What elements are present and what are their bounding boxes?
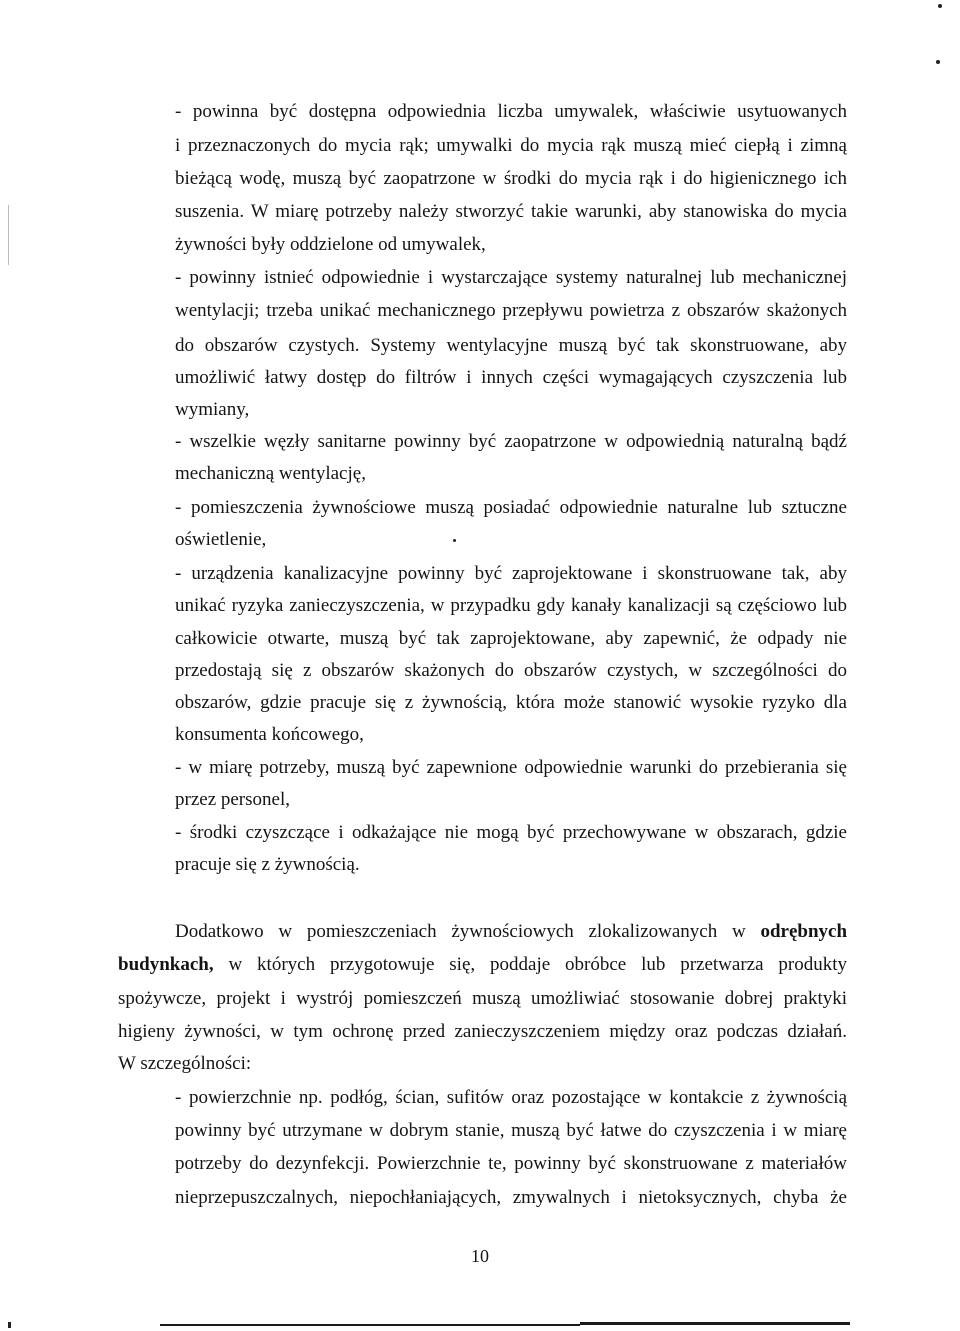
text-line: wentylacji; trzeba unikać mechanicznego przepływu powietrza z obszarów skażonych <box>175 300 847 321</box>
text-line: - wszelkie węzły sanitarne powinny być zaopatrzone w odpowiednią naturalną bądź <box>175 431 847 452</box>
text-line <box>118 953 847 977</box>
text-line: nieprzepuszczalnych, niepochłaniających, zmywalnych i nietoksycznych, chyba że <box>175 1187 847 1208</box>
bold-term: budynkach, <box>118 954 214 975</box>
text-line: - powierzchnie np. podłóg, ścian, sufitów oraz pozostające w kontakcie z żywnością <box>175 1087 847 1108</box>
text-line: obszarów, gdzie pracuje się z żywnością, która może stanowić wysokie ryzyko dla <box>175 692 847 713</box>
text-line: W szczególności: <box>118 1053 252 1074</box>
text-line <box>175 920 847 944</box>
text-line: unikać ryzyka zanieczyszczenia, w przypadku gdy kanały kanalizacji są częściowo lub <box>175 595 847 616</box>
text-line: spożywcze, projekt i wystrój pomieszczeń muszą umożliwiać stosowanie dobrej praktyki <box>118 988 847 1009</box>
text-run: Dodatkowo w pomieszczeniach żywnościowych zlokalizowanych w <box>175 921 746 942</box>
text-line: suszenia. W miarę potrzeby należy stworzyć takie warunki, aby stanowiska do mycia <box>175 201 847 222</box>
text-line: wymiany, <box>175 399 250 420</box>
text-line: żywności były oddzielone od umywalek, <box>175 234 486 255</box>
page-number: 10 <box>471 1246 489 1266</box>
text-line: konsumenta końcowego, <box>175 724 364 745</box>
text-line: i przeznaczonych do mycia rąk; umywalki do mycia rąk muszą mieć ciepłą i zimną <box>175 135 847 156</box>
scan-speck <box>936 60 940 64</box>
text-line: umożliwić łatwy dostęp do filtrów i innych części wymagających czyszczenia lub <box>175 367 847 388</box>
bold-term: odrębnych <box>760 921 848 942</box>
text-run: w których przygotowuje się, poddaje obróbce lub przetwarza produkty <box>228 954 848 975</box>
scan-bottom-edge <box>580 1322 850 1325</box>
text-line: przedostają się z obszarów skażonych do obszarów czystych, w szczególności do <box>175 660 847 681</box>
text-line: do obszarów czystych. Systemy wentylacyjne muszą być tak skonstruowane, aby <box>175 335 847 356</box>
text-line: pracuje się z żywnością. <box>175 854 360 875</box>
text-line: mechaniczną wentylację, <box>175 463 366 484</box>
text-line: powinny być utrzymane w dobrym stanie, muszą być łatwe do czyszczenia i w miarę <box>175 1120 847 1141</box>
text-line: potrzeby do dezynfekcji. Powierzchnie te, powinny być skonstruowane z materiałów <box>175 1153 847 1174</box>
text-line: - pomieszczenia żywnościowe muszą posiadać odpowiednie naturalne lub sztuczne <box>175 497 847 518</box>
text-line: - urządzenia kanalizacyjne powinny być zaprojektowane i skonstruowane tak, aby <box>175 563 847 584</box>
text-line: przez personel, <box>175 789 290 810</box>
text-line: całkowicie otwarte, muszą być tak zaprojektowane, aby zapewnić, że odpady nie <box>175 628 847 649</box>
scan-speck <box>8 1322 11 1328</box>
text-line: oświetlenie, <box>175 529 267 550</box>
text-line: higieny żywności, w tym ochronę przed zanieczyszczeniem między oraz podczas działań. <box>118 1021 847 1042</box>
text-line: - powinna być dostępna odpowiednia liczba umywalek, właściwie usytuowanych <box>175 101 847 122</box>
text-line: - w miarę potrzeby, muszą być zapewnione odpowiednie warunki do przebierania się <box>175 757 847 778</box>
scan-speck <box>938 4 942 8</box>
text-line: bieżącą wodę, muszą być zaopatrzone w środki do mycia rąk i do higienicznego ich <box>175 168 847 189</box>
scan-edge-line <box>8 205 9 265</box>
text-line: - powinny istnieć odpowiednie i wystarczające systemy naturalnej lub mechanicznej <box>175 267 847 288</box>
scan-bottom-edge <box>160 1324 580 1326</box>
text-line: - środki czyszczące i odkażające nie mogą być przechowywane w obszarach, gdzie <box>175 822 847 843</box>
